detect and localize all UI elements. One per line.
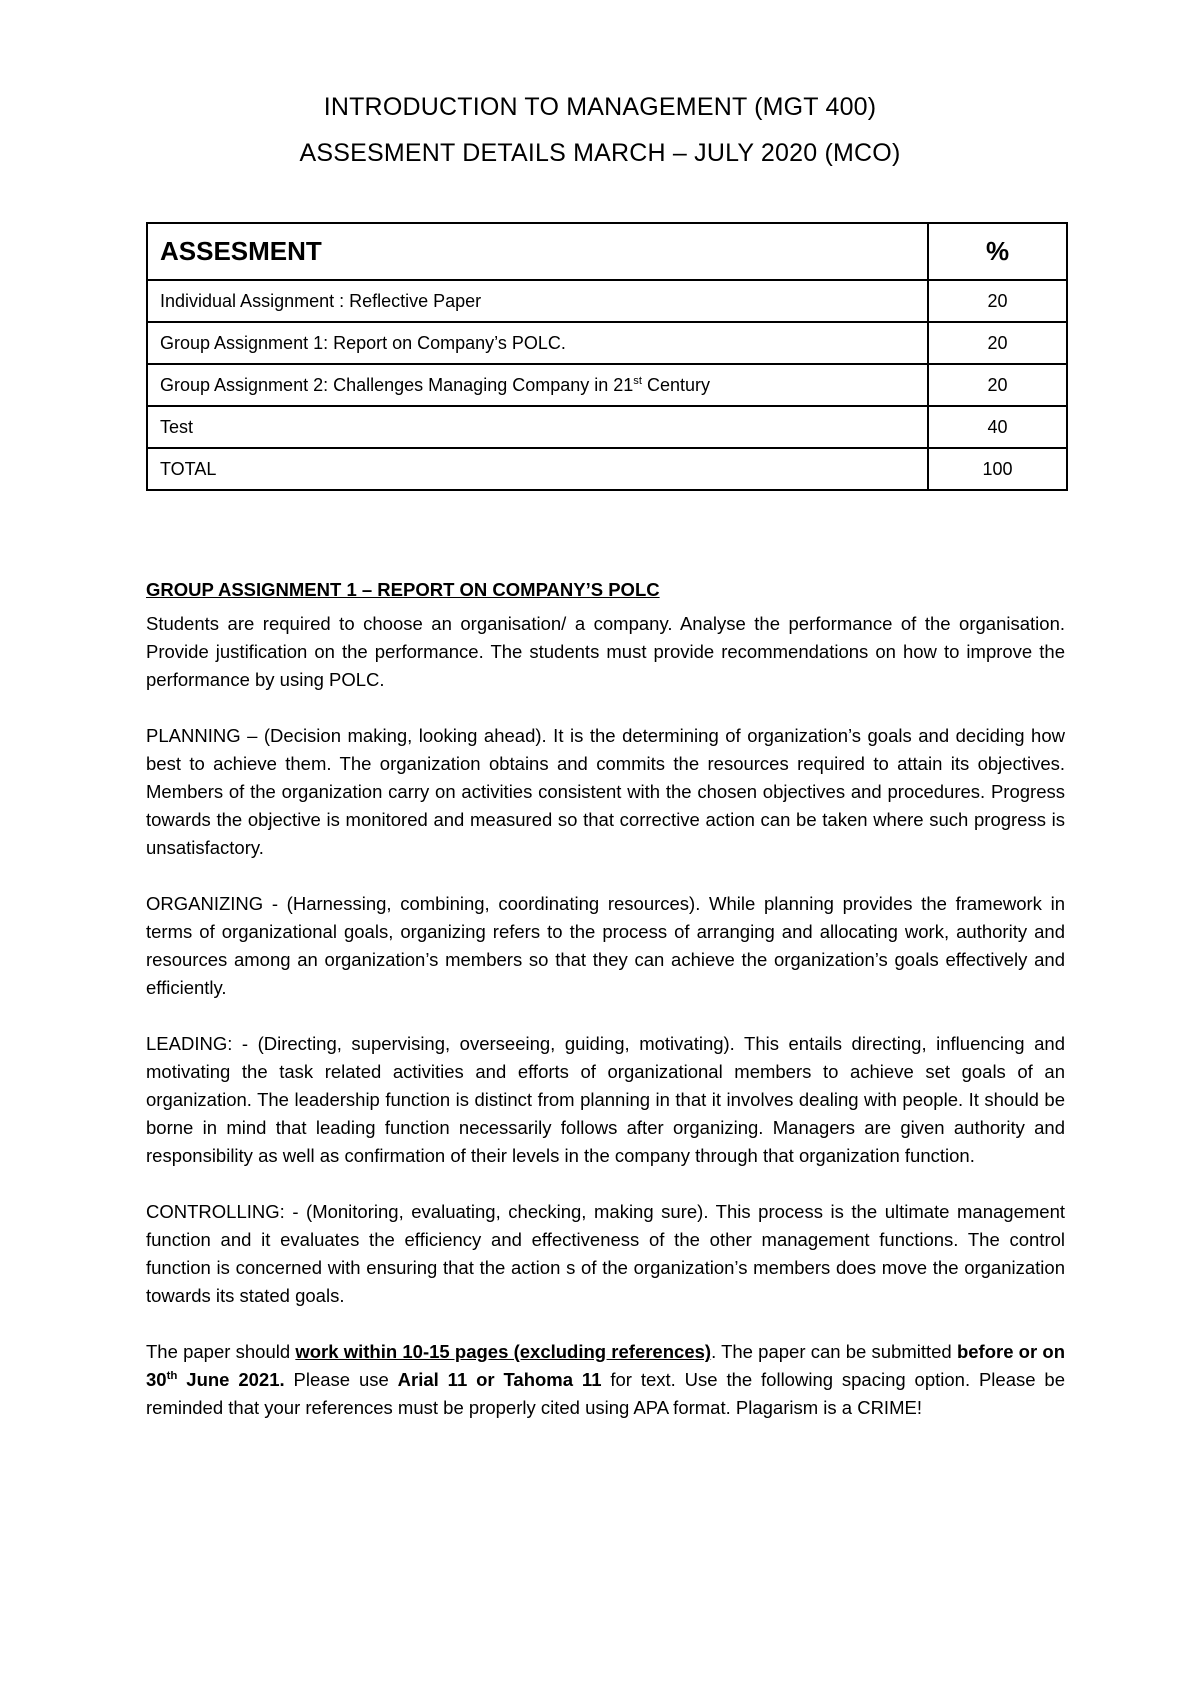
assignment-section bbox=[146, 576, 1065, 1450]
controlling-paragraph: CONTROLLING: - (Monitoring, evaluating, checking, making sure). This process is the ultimate management function and it evaluates the efficiency and effectiveness of the other management functions. The control function is concerned with ensuring that the action s of the organization’s members does move the organization towards its stated goals. bbox=[146, 1201, 1065, 1306]
table-header-row bbox=[147, 223, 1067, 280]
table-row bbox=[147, 280, 1067, 322]
table-row bbox=[147, 322, 1067, 364]
row-percent: 100 bbox=[928, 448, 1067, 490]
row-label: Test bbox=[147, 406, 928, 448]
submission-text: The paper should bbox=[146, 1341, 296, 1362]
row-label-superscript: st bbox=[633, 374, 642, 387]
row-percent: 40 bbox=[928, 406, 1067, 448]
header-assessment: ASSESMENT bbox=[147, 223, 928, 280]
row-percent: 20 bbox=[928, 364, 1067, 406]
row-percent: 20 bbox=[928, 322, 1067, 364]
intro-paragraph: Students are required to choose an organisation/ a company. Analyse the performance of the organisation. Provide justification on the performance. The students must provide recommendations on how to improve the performance by using POLC. bbox=[146, 613, 1065, 690]
page-limit-text: work within 10-15 pages (excluding references) bbox=[295, 1341, 712, 1362]
assessment-table bbox=[146, 222, 1068, 491]
deadline-text: before or on 30 bbox=[146, 1341, 1065, 1390]
row-label-text: Group Assignment 2: Challenges Managing Company in 21 bbox=[160, 374, 634, 395]
row-label: TOTAL bbox=[147, 448, 928, 490]
assessment-title: ASSESMENT DETAILS MARCH – JULY 2020 (MCO) bbox=[299, 139, 901, 167]
header-percent: % bbox=[928, 223, 1067, 280]
submission-text: Please use bbox=[284, 1369, 398, 1390]
organizing-paragraph: ORGANIZING - (Harnessing, combining, coordinating resources). While planning provides the framework in terms of organizational goals, organizing refers to the process of arranging and allocating work, authority and resources among an organization’s members so that they can achieve the organization’s goals effectively and efficiently. bbox=[146, 893, 1065, 998]
row-label: Group Assignment 1: Report on Company’s POLC. bbox=[147, 322, 928, 364]
submission-text: . The paper can be submitted bbox=[711, 1341, 957, 1362]
section-heading: GROUP ASSIGNMENT 1 – REPORT ON COMPANY’S POLC bbox=[146, 579, 660, 600]
row-label bbox=[147, 364, 928, 406]
planning-paragraph: PLANNING – (Decision making, looking ahead). It is the determining of organization’s goals and deciding how best to achieve them. The organization obtains and commits the resources required to attain its objectives. Members of the organization carry on activities consistent with the chosen objectives and procedures. Progress towards the objective is monitored and measured so that corrective action can be taken where such progress is unsatisfactory. bbox=[146, 725, 1065, 858]
table-row bbox=[147, 364, 1067, 406]
row-label-text-end: Century bbox=[641, 374, 711, 395]
font-requirement-text: Arial 11 or Tahoma 11 bbox=[397, 1369, 602, 1390]
deadline-text-end: June 2021. bbox=[177, 1369, 285, 1390]
document-title bbox=[0, 84, 1200, 176]
deadline-superscript: th bbox=[166, 1369, 178, 1382]
row-percent: 20 bbox=[928, 280, 1067, 322]
submission-paragraph bbox=[146, 1338, 1065, 1422]
leading-paragraph: LEADING: - (Directing, supervising, overseeing, guiding, motivating). This entails directing, influencing and motivating the task related activities and efforts of organizational members to achieve set goals of an organization. The leadership function is distinct from planning in that it involves dealing with people. It should be borne in mind that leading function necessarily follows after organizing. Managers are given authority and responsibility as well as confirmation of their levels in the company through that organization function. bbox=[146, 1033, 1065, 1166]
course-title: INTRODUCTION TO MANAGEMENT (MGT 400) bbox=[323, 93, 877, 121]
row-label: Individual Assignment : Reflective Paper bbox=[147, 280, 928, 322]
table-row-total bbox=[147, 448, 1067, 490]
table-row bbox=[147, 406, 1067, 448]
submission-text: for text. Use the following spacing option. Please be reminded that your references must be properly cited using APA format. Plagarism is a CRIME! bbox=[146, 1369, 1065, 1418]
